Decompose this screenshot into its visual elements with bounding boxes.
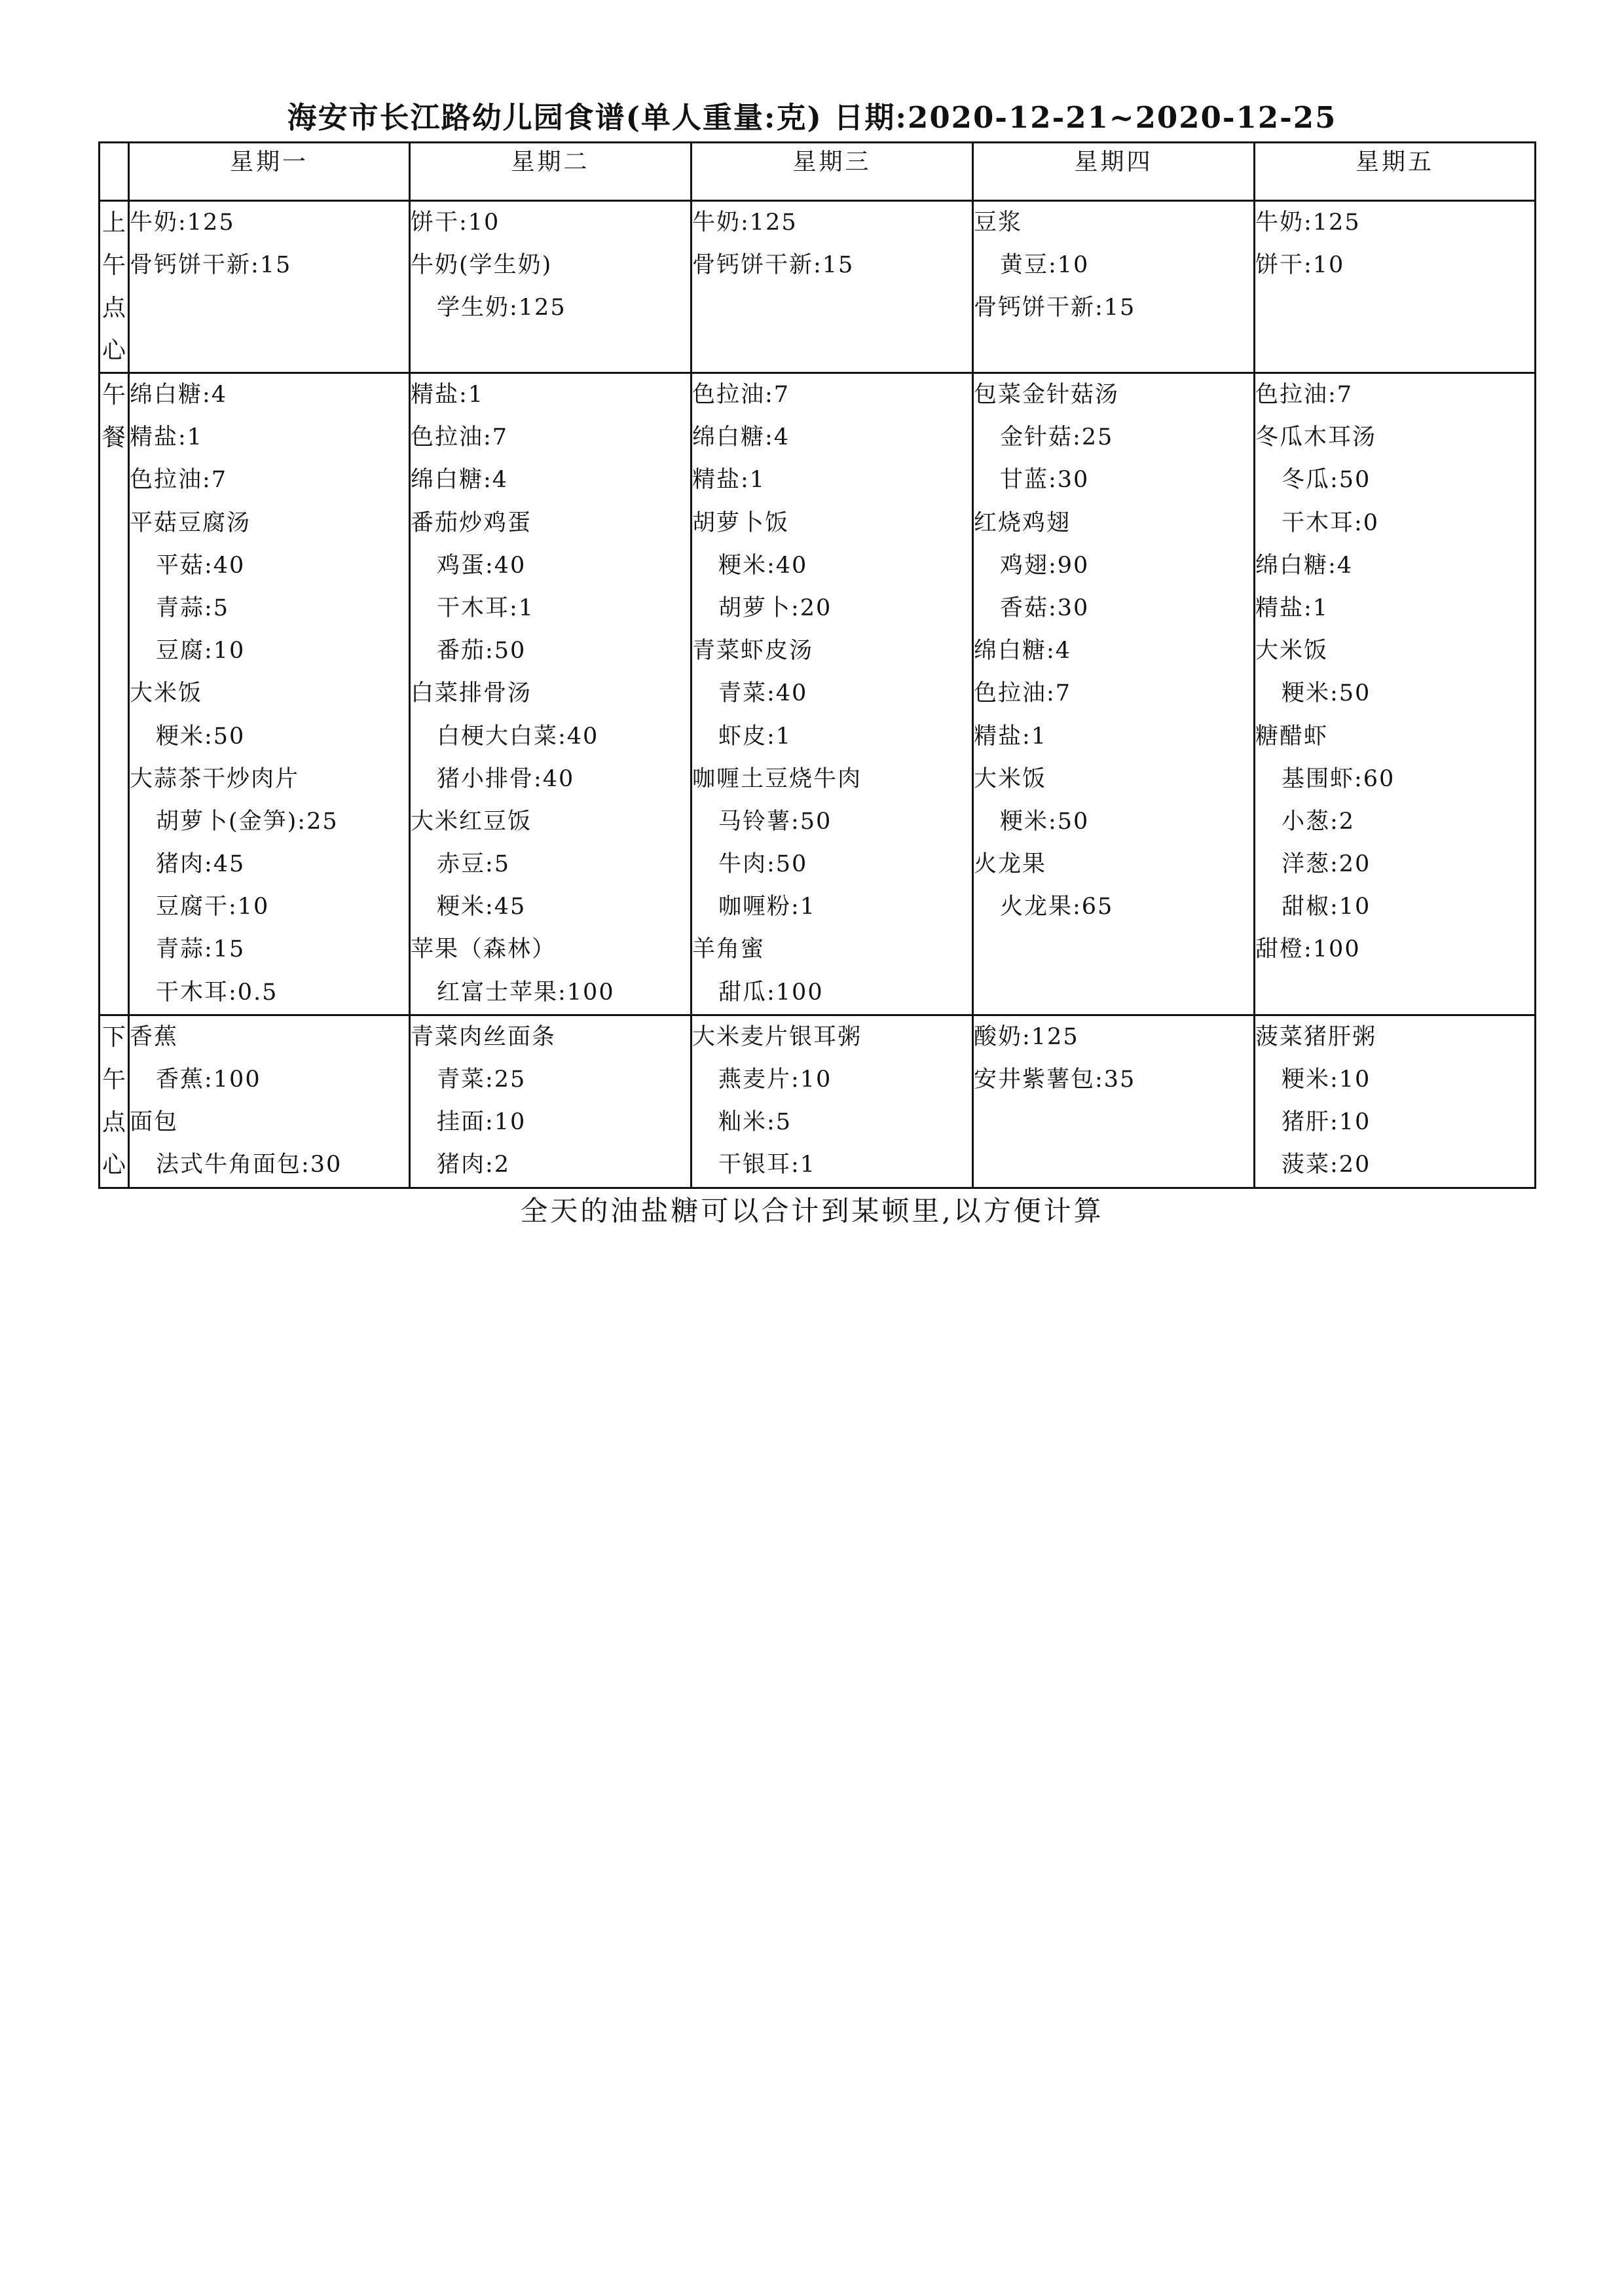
ingredient-line: 豆腐干:10 (156, 894, 270, 920)
dish-line: 牛奶:125 (1255, 210, 1361, 236)
ingredient-line: 金针菇:25 (1000, 424, 1114, 451)
dish-line: 精盐:1 (1255, 594, 1329, 621)
menu-cell-morning-snack-tue (410, 201, 692, 373)
ingredient-line: 猪小排骨:40 (437, 765, 575, 792)
ingredient-line: 粳米:45 (437, 894, 526, 920)
dish-line: 精盐:1 (692, 467, 766, 494)
menu-cell-lunch-thu (973, 373, 1255, 1015)
ingredient-line: 粳米:50 (156, 723, 246, 750)
dish-line: 平菇豆腐汤 (130, 509, 251, 536)
ingredient-line: 猪肉:2 (437, 1152, 511, 1178)
ingredient-line: 香菇:30 (1000, 594, 1090, 621)
day-header-fri: 星期五 (1255, 143, 1536, 201)
menu-cell-afternoon-snack-fri (1255, 1015, 1536, 1188)
day-header-wed: 星期三 (692, 143, 973, 201)
ingredient-line: 冬瓜:50 (1282, 467, 1371, 494)
ingredient-line: 甜椒:10 (1282, 894, 1371, 920)
dish-line: 色拉油:7 (974, 680, 1072, 707)
ingredient-line: 白梗大白菜:40 (437, 723, 599, 750)
menu-cell-lunch-tue (410, 373, 692, 1015)
dish-line: 绵白糖:4 (130, 382, 228, 408)
meal-label-char: 点 (101, 1108, 126, 1136)
ingredient-line: 粳米:50 (1000, 808, 1090, 835)
dish-line: 甜橙:100 (1255, 936, 1361, 963)
dish-line: 牛奶:125 (130, 210, 235, 236)
dish-line: 面包 (130, 1109, 179, 1136)
ingredient-line: 青菜:40 (718, 680, 808, 707)
ingredient-line: 鸡蛋:40 (437, 552, 526, 579)
ingredient-line: 粳米:40 (718, 552, 808, 579)
meal-label-char: 午 (101, 252, 126, 279)
dish-line: 包菜金针菇汤 (974, 382, 1120, 408)
menu-cell-lunch-mon (129, 373, 410, 1015)
day-header-mon: 星期一 (129, 143, 410, 201)
ingredient-line: 咖喱粉:1 (718, 894, 817, 920)
meal-label-afternoon-snack (100, 1015, 129, 1188)
dish-line: 色拉油:7 (1255, 382, 1354, 408)
dish-line: 酸奶:125 (974, 1023, 1079, 1050)
dish-line: 骨钙饼干新:15 (130, 252, 292, 279)
meal-row-lunch (100, 373, 1536, 1015)
ingredient-line: 干木耳:0.5 (156, 979, 278, 1006)
dish-line: 骨钙饼干新:15 (692, 252, 855, 279)
ingredient-line: 甜瓜:100 (718, 979, 824, 1006)
ingredient-line: 法式牛角面包:30 (156, 1152, 342, 1178)
dish-line: 白菜排骨汤 (411, 680, 532, 707)
ingredient-line: 干银耳:1 (718, 1152, 817, 1178)
ingredient-line: 燕麦片:10 (718, 1066, 832, 1093)
menu-cell-afternoon-snack-tue (410, 1015, 692, 1188)
ingredient-line: 猪肉:45 (156, 851, 246, 878)
ingredient-line: 青蒜:15 (156, 936, 246, 963)
dish-line: 精盐:1 (974, 723, 1048, 750)
ingredient-line: 胡萝卜(金笋):25 (156, 808, 339, 835)
dish-line: 红烧鸡翅 (974, 509, 1071, 536)
ingredient-line: 挂面:10 (437, 1109, 526, 1136)
dish-line: 绵白糖:4 (1255, 552, 1354, 579)
ingredient-line: 青菜:25 (437, 1066, 526, 1093)
ingredient-line: 洋葱:20 (1282, 851, 1371, 878)
ingredient-line: 番茄:50 (437, 638, 526, 665)
meal-row-morning-snack (100, 201, 1536, 373)
ingredient-line: 鸡翅:90 (1000, 552, 1090, 579)
meal-label-char: 点 (101, 295, 126, 321)
day-header-thu: 星期四 (973, 143, 1255, 201)
menu-cell-morning-snack-thu (973, 201, 1255, 373)
dish-line: 羊角蜜 (692, 936, 766, 963)
ingredient-line: 基围虾:60 (1282, 765, 1395, 792)
footer-note: 全天的油盐糖可以合计到某顿里,以方便计算 (520, 1195, 1104, 1227)
ingredient-line: 火龙果:65 (1000, 894, 1114, 920)
dish-line: 大米饭 (130, 680, 203, 707)
dish-line: 饼干:10 (411, 210, 500, 236)
ingredient-line: 虾皮:1 (718, 723, 792, 750)
meal-label-char: 餐 (101, 424, 126, 451)
dish-line: 大米饭 (974, 765, 1047, 792)
dish-line: 苹果（森林） (411, 936, 557, 963)
ingredient-line: 干木耳:1 (437, 594, 535, 621)
menu-cell-morning-snack-fri (1255, 201, 1536, 373)
ingredient-line: 粳米:50 (1282, 680, 1371, 707)
meal-label-char: 心 (101, 1151, 126, 1178)
meal-label-char: 上 (101, 210, 126, 236)
ingredient-line: 甘蓝:30 (1000, 467, 1090, 494)
dish-line: 绵白糖:4 (692, 424, 790, 451)
ingredient-line: 籼米:5 (718, 1109, 792, 1136)
ingredient-line: 红富士苹果:100 (437, 979, 615, 1006)
dish-line: 大蒜茶干炒肉片 (130, 765, 300, 792)
dish-line: 胡萝卜饭 (692, 509, 790, 536)
dish-line: 豆浆 (974, 210, 1023, 236)
ingredient-line: 学生奶:125 (437, 295, 566, 321)
header-row (100, 143, 1536, 201)
dish-line: 色拉油:7 (130, 467, 228, 494)
dish-line: 色拉油:7 (411, 424, 509, 451)
dish-line: 牛奶(学生奶) (411, 252, 553, 279)
ingredient-line: 干木耳:0 (1282, 509, 1380, 536)
ingredient-line: 平菇:40 (156, 552, 246, 579)
meal-label-lunch (100, 373, 129, 1015)
dish-line: 骨钙饼干新:15 (974, 295, 1136, 321)
meal-label-char: 午 (101, 1066, 126, 1093)
ingredient-line: 猪肝:10 (1282, 1109, 1371, 1136)
dish-line: 青菜肉丝面条 (411, 1023, 557, 1050)
meal-label-morning-snack (100, 201, 129, 373)
ingredient-line: 菠菜:20 (1282, 1152, 1371, 1178)
dish-line: 大米红豆饭 (411, 808, 532, 835)
dish-line: 饼干:10 (1255, 252, 1345, 279)
ingredient-line: 胡萝卜:20 (718, 594, 832, 621)
menu-cell-afternoon-snack-thu (973, 1015, 1255, 1188)
dish-line: 牛奶:125 (692, 210, 798, 236)
corner-cell (100, 143, 129, 201)
dish-line: 糖醋虾 (1255, 723, 1329, 750)
dish-line: 冬瓜木耳汤 (1255, 424, 1377, 451)
ingredient-line: 赤豆:5 (437, 851, 511, 878)
dish-line: 色拉油:7 (692, 382, 790, 408)
dish-line: 精盐:1 (130, 424, 204, 451)
menu-cell-afternoon-snack-wed (692, 1015, 973, 1188)
menu-cell-lunch-wed (692, 373, 973, 1015)
dish-line: 菠菜猪肝粥 (1255, 1023, 1377, 1050)
dish-line: 安井紫薯包:35 (974, 1066, 1136, 1093)
dish-line: 大米麦片银耳粥 (692, 1023, 862, 1050)
ingredient-line: 小葱:2 (1282, 808, 1356, 835)
menu-cell-morning-snack-mon (129, 201, 410, 373)
day-header-tue: 星期二 (410, 143, 692, 201)
menu-cell-morning-snack-wed (692, 201, 973, 373)
meal-label-char: 心 (101, 337, 126, 364)
ingredient-line: 粳米:10 (1282, 1066, 1371, 1093)
menu-table (98, 141, 1536, 1189)
page-title: 海安市长江路幼儿园食谱(单人重量:克) 日期:2020-12-21~2020-12-25 (287, 100, 1337, 135)
menu-cell-lunch-fri (1255, 373, 1536, 1015)
meal-label-char: 午 (101, 382, 126, 409)
menu-cell-afternoon-snack-mon (129, 1015, 410, 1188)
ingredient-line: 豆腐:10 (156, 638, 246, 665)
dish-line: 火龙果 (974, 851, 1047, 878)
meal-row-afternoon-snack (100, 1015, 1536, 1188)
ingredient-line: 香蕉:100 (156, 1066, 261, 1093)
ingredient-line: 青蒜:5 (156, 594, 230, 621)
dish-line: 绵白糖:4 (974, 638, 1072, 665)
ingredient-line: 牛肉:50 (718, 851, 808, 878)
dish-line: 大米饭 (1255, 638, 1329, 665)
dish-line: 咖喱土豆烧牛肉 (692, 765, 862, 792)
ingredient-line: 黄豆:10 (1000, 252, 1090, 279)
ingredient-line: 马铃薯:50 (718, 808, 832, 835)
meal-label-char: 下 (101, 1023, 126, 1051)
dish-line: 番茄炒鸡蛋 (411, 509, 532, 536)
dish-line: 青菜虾皮汤 (692, 638, 814, 665)
dish-line: 精盐:1 (411, 382, 485, 408)
dish-line: 香蕉 (130, 1023, 179, 1050)
dish-line: 绵白糖:4 (411, 467, 509, 494)
